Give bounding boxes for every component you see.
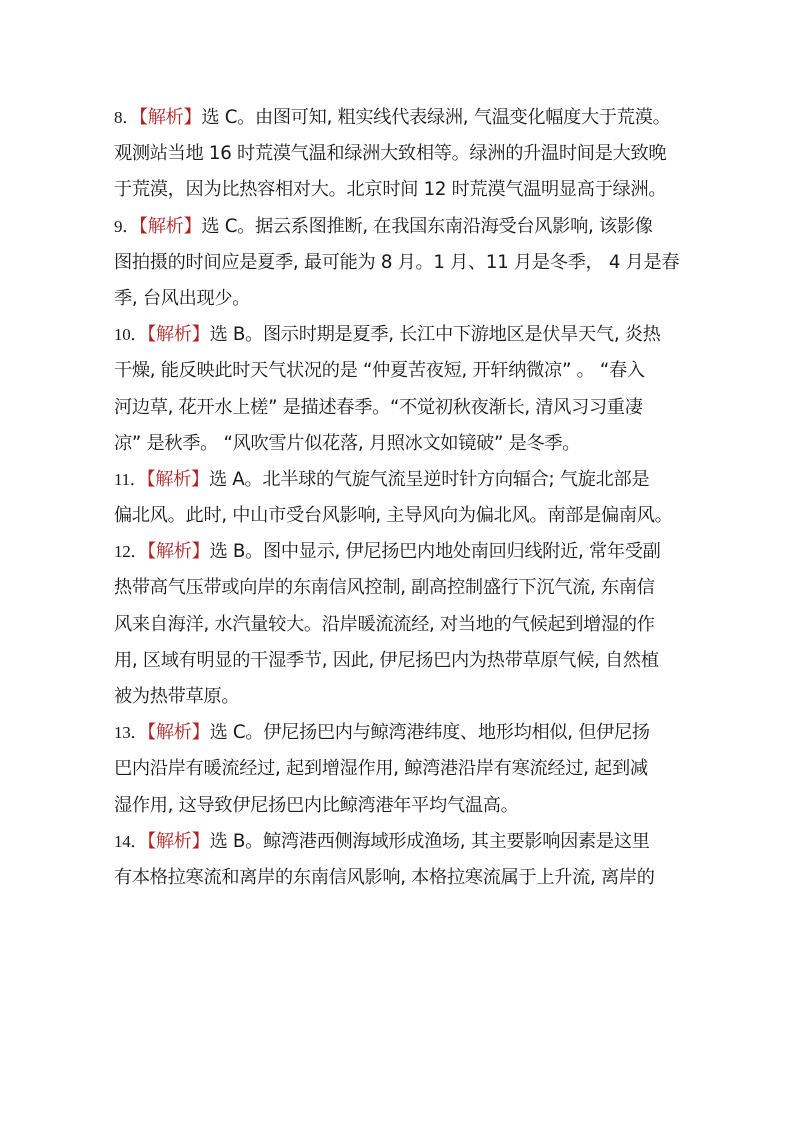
explanation-line: 图拍摄的时间应是夏季, 最可能为 8 月。1 月、11 月是冬季， 4 月是春 — [114, 251, 680, 273]
explanation-line — [114, 715, 682, 751]
explanation-text: 选 C。伊尼扬巴内与鲸湾港纬度、地形均相似, 但伊尼扬 — [209, 722, 650, 744]
explanation-item-9 — [114, 209, 682, 318]
explanation-item-11 — [114, 462, 682, 534]
explanation-line: 被为热带草原。 — [114, 686, 240, 707]
explanation-line: 用, 区域有明显的干湿季节, 因此, 伊尼扬巴内为热带草原气候, 自然植 — [114, 649, 659, 671]
question-number: 11． — [114, 469, 147, 489]
analysis-tag: 【解析】 — [138, 215, 202, 237]
explanation-item-8 — [114, 100, 682, 209]
analysis-tag: 【解析】 — [147, 722, 210, 744]
explanation-line: 干燥, 能反映此时天气状况的是 “仲夏苦夜短, 开轩纳微凉” 。 “春入 — [114, 360, 645, 382]
analysis-tag: 【解析】 — [147, 830, 210, 852]
explanation-text: 选 B。图中显示, 伊尼扬巴内地处南回归线附近, 常年受副 — [209, 541, 661, 563]
question-number: 12． — [114, 542, 148, 562]
explanation-line — [114, 534, 682, 570]
explanation-line: 季, 台风出现少。 — [114, 287, 251, 309]
explanation-text: 选 C。据云系图推断, 在我国东南沿海受台风影响, 该影像 — [201, 215, 653, 237]
explanation-line: 于荒漠，因为比热容相对大。北京时间 12 时荒漠气温明显高于绿洲。 — [114, 179, 667, 201]
explanation-line — [114, 824, 682, 860]
explanation-line — [114, 317, 682, 353]
explanation-line: 湿作用, 这导致伊尼扬巴内比鲸湾港年平均气温高。 — [114, 794, 519, 816]
explanation-line — [114, 209, 682, 245]
explanation-text: 选 A。北半球的气旋气流呈逆时针方向辐合; 气旋北部是 — [208, 468, 650, 490]
question-number: 8． — [114, 108, 139, 127]
analysis-tag: 【解析】 — [146, 468, 209, 490]
explanation-text: 选 C。由图可知, 粗实线代表绿洲, 气温变化幅度大于荒漠。 — [201, 107, 671, 128]
explanation-text: 选 B。图示时期是夏季, 长江中下游地区是伏旱天气, 炎热 — [209, 324, 661, 346]
explanation-line — [114, 100, 682, 136]
question-number: 9． — [114, 216, 139, 236]
explanation-item-13 — [114, 715, 682, 824]
answer-explanations — [114, 100, 682, 896]
explanation-item-12 — [114, 534, 682, 715]
explanation-item-14 — [114, 824, 682, 896]
explanation-line: 观测站当地 16 时荒漠气温和绿洲大致相等。绿洲的升温时间是大致晚 — [114, 143, 667, 165]
explanation-line: 有本格拉寒流和离岸的东南信风影响, 本格拉寒流属于上升流, 离岸的 — [114, 866, 655, 888]
analysis-tag: 【解析】 — [147, 541, 210, 563]
explanation-text: 选 B。鲸湾港西侧海域形成渔场, 其主要影响因素是这里 — [209, 830, 650, 852]
analysis-tag: 【解析】 — [147, 324, 210, 346]
explanation-line: 凉” 是秋季。 “风吹雪片似花落, 月照冰文如镜破” 是冬季。 — [114, 432, 581, 454]
explanation-item-10 — [114, 317, 682, 462]
explanation-line: 河边草, 花开水上槎” 是描述春季。“不觉初秋夜渐长, 清风习习重凄 — [114, 396, 643, 418]
explanation-line: 偏北风。此时, 中山市受台风影响, 主导风向为偏北风。南部是偏南风。 — [114, 505, 673, 527]
explanation-line — [114, 462, 682, 498]
question-number: 14． — [114, 831, 148, 851]
analysis-tag: 【解析】 — [138, 107, 202, 128]
explanation-line: 热带高气压带或向岸的东南信风控制, 副高控制盛行下沉气流, 东南信 — [114, 577, 655, 599]
explanation-line: 风来自海洋, 水汽量较大。沿岸暖流流经, 对当地的气候起到增湿的作 — [114, 613, 655, 635]
explanation-line: 巴内沿岸有暖流经过, 起到增湿作用, 鲸湾港沿岸有寒流经过, 起到减 — [114, 758, 648, 780]
question-number: 13． — [114, 723, 148, 743]
question-number: 10． — [114, 325, 148, 345]
